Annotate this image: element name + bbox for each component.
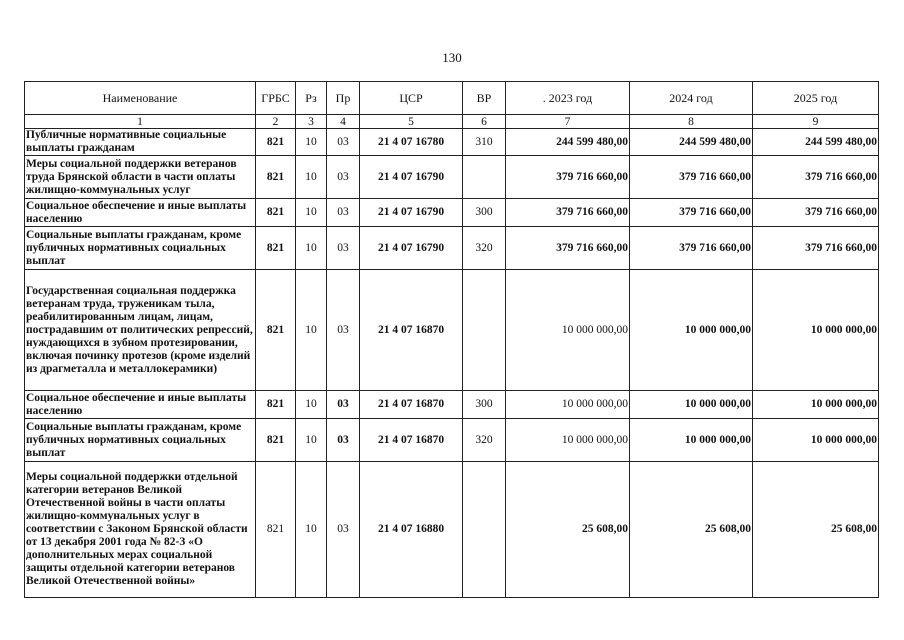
row-pr: 03 bbox=[327, 270, 360, 391]
row-rz: 10 bbox=[296, 462, 327, 598]
row-vr: 320 bbox=[463, 419, 506, 462]
column-number: 4 bbox=[327, 115, 360, 129]
row-vr bbox=[463, 462, 506, 598]
row-amount-2023: 379 716 660,00 bbox=[506, 199, 630, 227]
row-name: Социальное обеспечение и иные выплаты населению bbox=[25, 199, 256, 227]
table-row bbox=[25, 270, 879, 391]
row-grbs: 821 bbox=[256, 199, 296, 227]
row-amount-2025: 379 716 660,00 bbox=[753, 156, 879, 199]
row-grbs: 821 bbox=[256, 270, 296, 391]
row-name: Государственная социальная поддержка ветеранам труда, труженикам тыла, реабилитированным лицам, лицам, пострадавшим от политических репрессий, нуждающихся в зубном протезировании, включая починку протезов (кроме изделий из драгметалла и металлокерамики) bbox=[25, 270, 256, 391]
header-vr: ВР bbox=[463, 82, 506, 115]
row-rz: 10 bbox=[296, 227, 327, 270]
header-2023: . 2023 год bbox=[506, 82, 630, 115]
header-row bbox=[25, 82, 879, 115]
row-amount-2024: 10 000 000,00 bbox=[630, 419, 753, 462]
column-number: 1 bbox=[25, 115, 256, 129]
row-pr: 03 bbox=[327, 156, 360, 199]
header-2024: 2024 год bbox=[630, 82, 753, 115]
row-pr: 03 bbox=[327, 419, 360, 462]
header-2025: 2025 год bbox=[753, 82, 879, 115]
row-amount-2023: 379 716 660,00 bbox=[506, 227, 630, 270]
row-grbs: 821 bbox=[256, 227, 296, 270]
row-vr bbox=[463, 156, 506, 199]
budget-table bbox=[24, 81, 879, 598]
row-rz: 10 bbox=[296, 419, 327, 462]
row-amount-2023: 244 599 480,00 bbox=[506, 129, 630, 156]
page-number: 130 bbox=[442, 50, 462, 65]
table-row bbox=[25, 462, 879, 598]
row-amount-2025: 25 608,00 bbox=[753, 462, 879, 598]
row-name: Меры социальной поддержки ветеранов труда Брянской области в части оплаты жилищно-коммунальных услуг bbox=[25, 156, 256, 199]
row-name: Социальные выплаты гражданам, кроме публичных нормативных социальных выплат bbox=[25, 419, 256, 462]
row-grbs: 821 bbox=[256, 419, 296, 462]
row-csr: 21 4 07 16780 bbox=[360, 129, 463, 156]
row-amount-2024: 379 716 660,00 bbox=[630, 227, 753, 270]
row-csr: 21 4 07 16870 bbox=[360, 419, 463, 462]
row-name: Социальное обеспечение и иные выплаты населению bbox=[25, 391, 256, 419]
column-number: 3 bbox=[296, 115, 327, 129]
table-row bbox=[25, 419, 879, 462]
row-csr: 21 4 07 16880 bbox=[360, 462, 463, 598]
row-csr: 21 4 07 16790 bbox=[360, 156, 463, 199]
table-row bbox=[25, 227, 879, 270]
row-csr: 21 4 07 16790 bbox=[360, 227, 463, 270]
row-rz: 10 bbox=[296, 129, 327, 156]
row-pr: 03 bbox=[327, 227, 360, 270]
row-rz: 10 bbox=[296, 270, 327, 391]
row-vr: 300 bbox=[463, 199, 506, 227]
row-amount-2023: 10 000 000,00 bbox=[506, 270, 630, 391]
row-rz: 10 bbox=[296, 156, 327, 199]
column-number: 5 bbox=[360, 115, 463, 129]
table-row bbox=[25, 199, 879, 227]
row-name: Меры социальной поддержки отдельной категории ветеранов Великой Отечественной войны в части оплаты жилищно-коммунальных услуг в соответствии с Законом Брянской области от 13 декабря 2001 года № 82-З «О дополнительных мерах социальной защиты отдельной категории ветеранов Великой Отечественной войны» bbox=[25, 462, 256, 598]
header-rz: Рз bbox=[296, 82, 327, 115]
row-vr: 310 bbox=[463, 129, 506, 156]
row-amount-2025: 10 000 000,00 bbox=[753, 391, 879, 419]
row-amount-2024: 10 000 000,00 bbox=[630, 270, 753, 391]
column-number-row bbox=[25, 115, 879, 129]
row-pr: 03 bbox=[327, 129, 360, 156]
row-amount-2024: 25 608,00 bbox=[630, 462, 753, 598]
row-pr: 03 bbox=[327, 199, 360, 227]
row-csr: 21 4 07 16870 bbox=[360, 391, 463, 419]
row-rz: 10 bbox=[296, 199, 327, 227]
row-amount-2024: 244 599 480,00 bbox=[630, 129, 753, 156]
row-amount-2023: 10 000 000,00 bbox=[506, 391, 630, 419]
column-number: 8 bbox=[630, 115, 753, 129]
row-vr: 300 bbox=[463, 391, 506, 419]
row-amount-2024: 10 000 000,00 bbox=[630, 391, 753, 419]
row-pr: 03 bbox=[327, 391, 360, 419]
row-csr: 21 4 07 16870 bbox=[360, 270, 463, 391]
row-amount-2023: 379 716 660,00 bbox=[506, 156, 630, 199]
column-number: 2 bbox=[256, 115, 296, 129]
row-vr: 320 bbox=[463, 227, 506, 270]
row-amount-2025: 10 000 000,00 bbox=[753, 270, 879, 391]
row-name: Социальные выплаты гражданам, кроме публичных нормативных социальных выплат bbox=[25, 227, 256, 270]
row-amount-2025: 379 716 660,00 bbox=[753, 227, 879, 270]
row-amount-2025: 10 000 000,00 bbox=[753, 419, 879, 462]
row-rz: 10 bbox=[296, 391, 327, 419]
table-row bbox=[25, 391, 879, 419]
row-amount-2025: 379 716 660,00 bbox=[753, 199, 879, 227]
column-number: 6 bbox=[463, 115, 506, 129]
column-number: 9 bbox=[753, 115, 879, 129]
row-amount-2025: 244 599 480,00 bbox=[753, 129, 879, 156]
header-grbs: ГРБС bbox=[256, 82, 296, 115]
table-row bbox=[25, 156, 879, 199]
row-grbs: 821 bbox=[256, 462, 296, 598]
header-pr: Пр bbox=[327, 82, 360, 115]
header-csr: ЦСР bbox=[360, 82, 463, 115]
row-amount-2023: 25 608,00 bbox=[506, 462, 630, 598]
header-name: Наименование bbox=[25, 82, 256, 115]
row-grbs: 821 bbox=[256, 129, 296, 156]
row-amount-2023: 10 000 000,00 bbox=[506, 419, 630, 462]
row-name: Публичные нормативные социальные выплаты гражданам bbox=[25, 129, 256, 156]
row-csr: 21 4 07 16790 bbox=[360, 199, 463, 227]
table-row bbox=[25, 129, 879, 156]
row-pr: 03 bbox=[327, 462, 360, 598]
row-amount-2024: 379 716 660,00 bbox=[630, 199, 753, 227]
row-vr bbox=[463, 270, 506, 391]
row-grbs: 821 bbox=[256, 156, 296, 199]
row-grbs: 821 bbox=[256, 391, 296, 419]
row-amount-2024: 379 716 660,00 bbox=[630, 156, 753, 199]
column-number: 7 bbox=[506, 115, 630, 129]
